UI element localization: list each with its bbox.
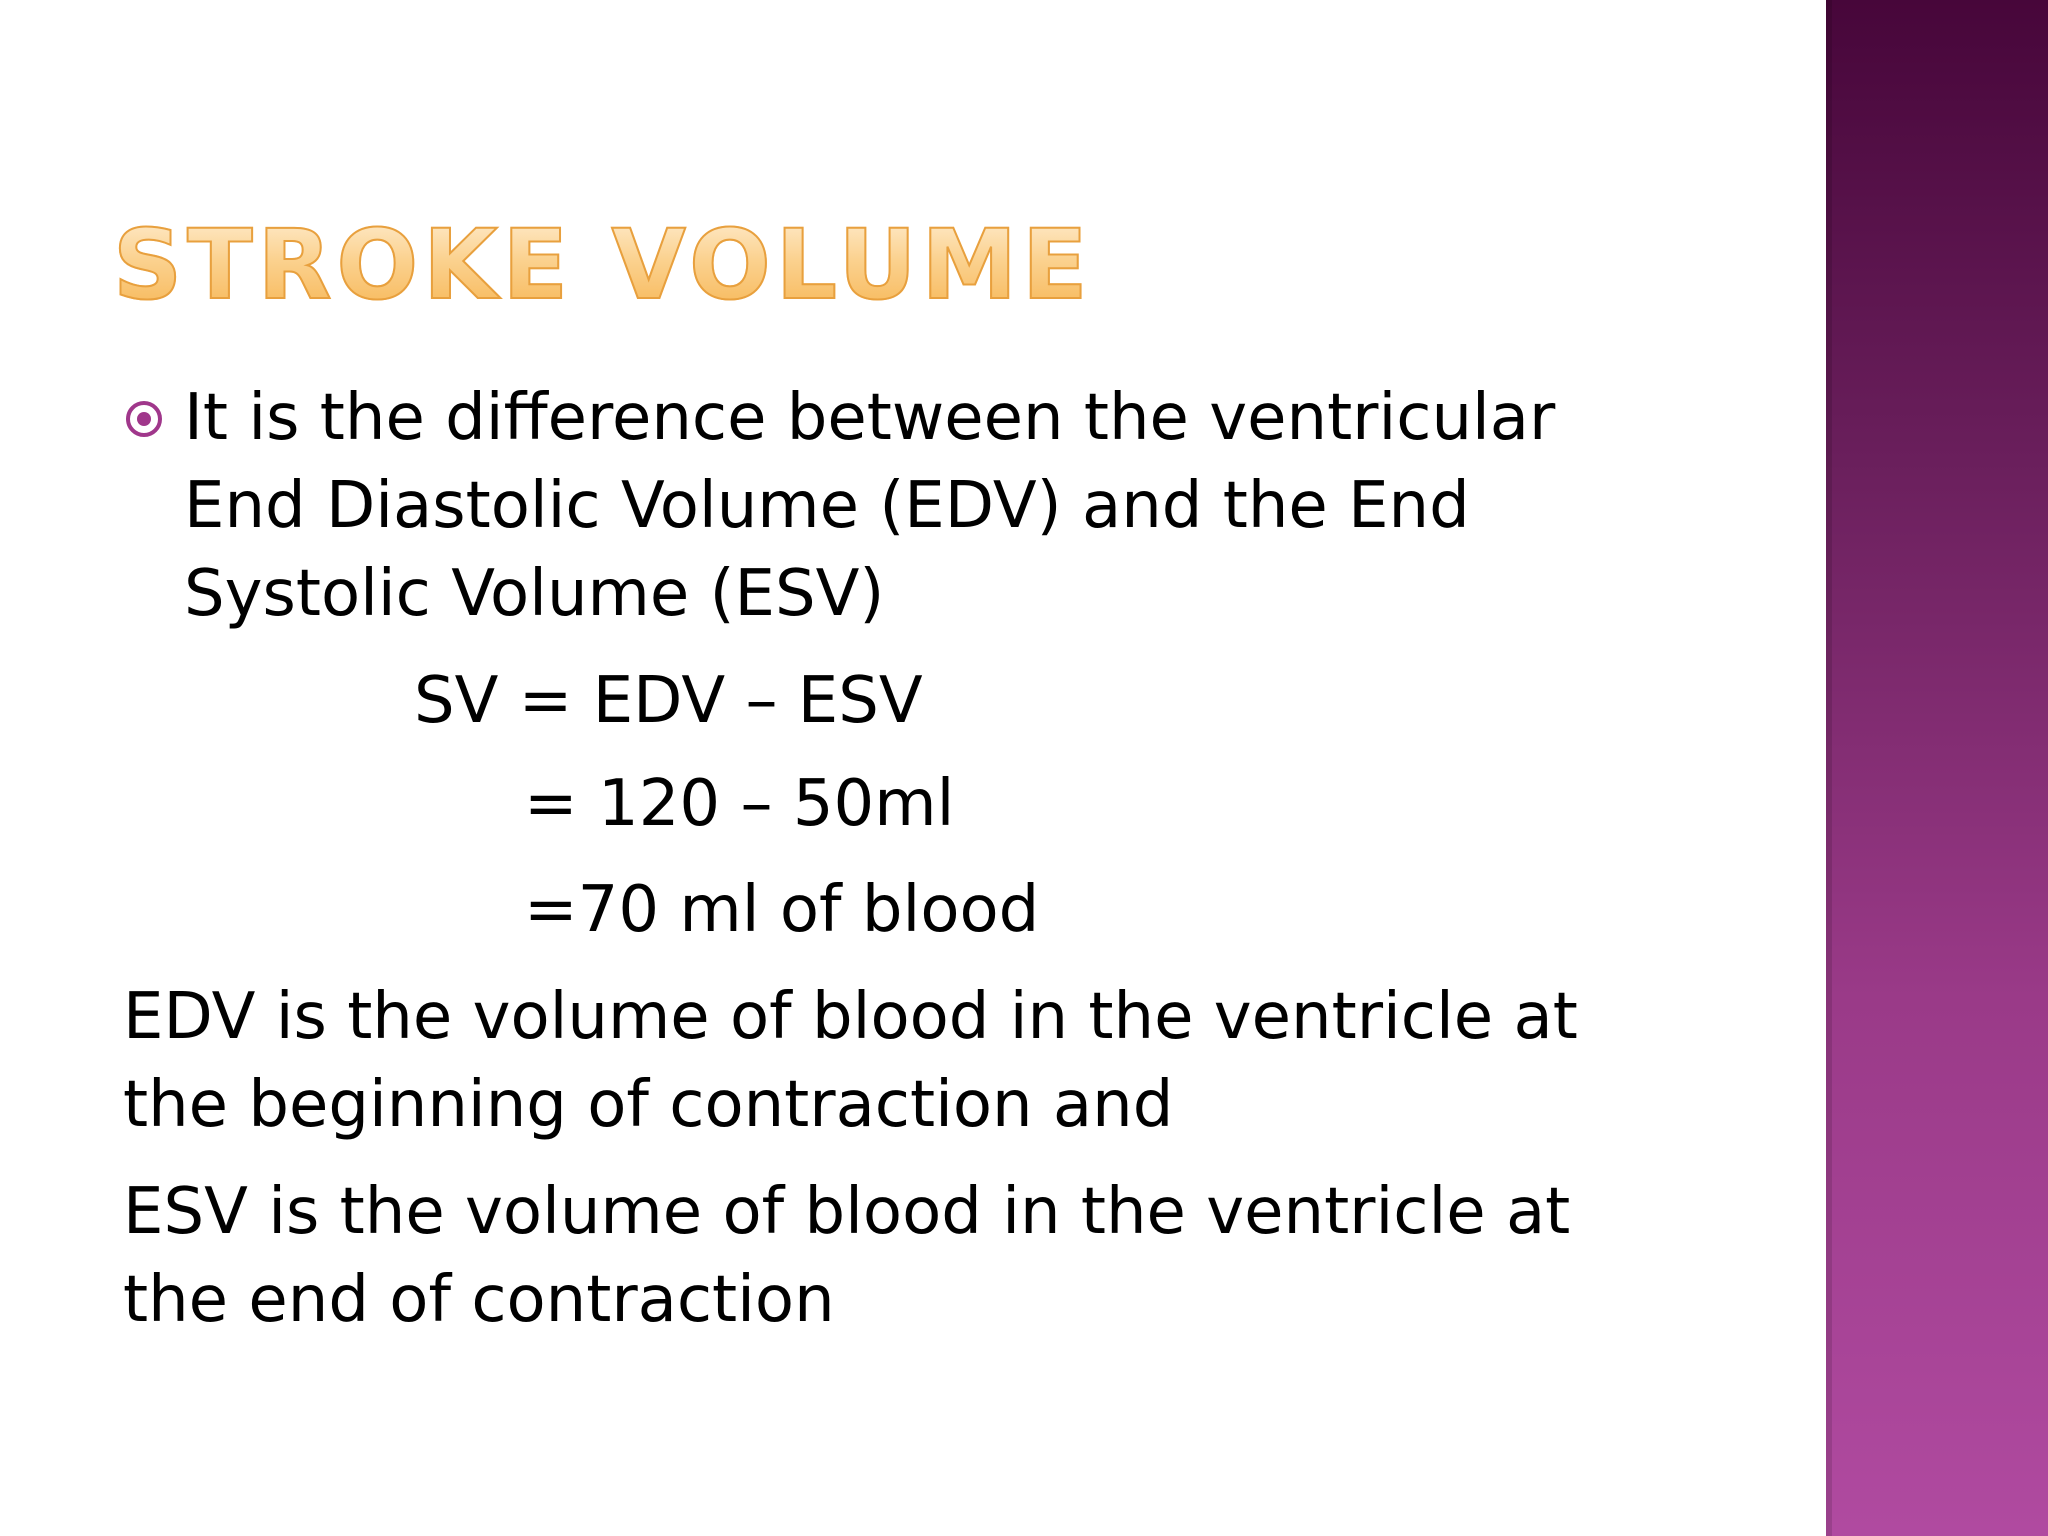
esv-definition-line-2: the end of contraction	[123, 1263, 835, 1337]
decorative-side-panel	[1826, 0, 2048, 1536]
esv-definition-line-1: ESV is the volume of blood in the ventricle at	[123, 1175, 1571, 1249]
edv-definition-line-2: the beginning of contraction and	[123, 1068, 1174, 1142]
formula-line-3: =70 ml of blood	[524, 873, 1040, 947]
bullet-text-line-2: End Diastolic Volume (EDV) and the End	[184, 469, 1470, 543]
target-bullet-icon	[126, 401, 162, 437]
bullet-text-line-1: It is the difference between the ventricular	[184, 381, 1556, 455]
edv-definition-line-1: EDV is the volume of blood in the ventricle at	[123, 980, 1578, 1054]
slide-title: STROKE VOLUME	[113, 205, 1093, 325]
formula-line-2: = 120 – 50ml	[524, 767, 955, 841]
bullet-text-line-3: Systolic Volume (ESV)	[184, 557, 885, 631]
formula-line-1: SV = EDV – ESV	[414, 664, 923, 738]
